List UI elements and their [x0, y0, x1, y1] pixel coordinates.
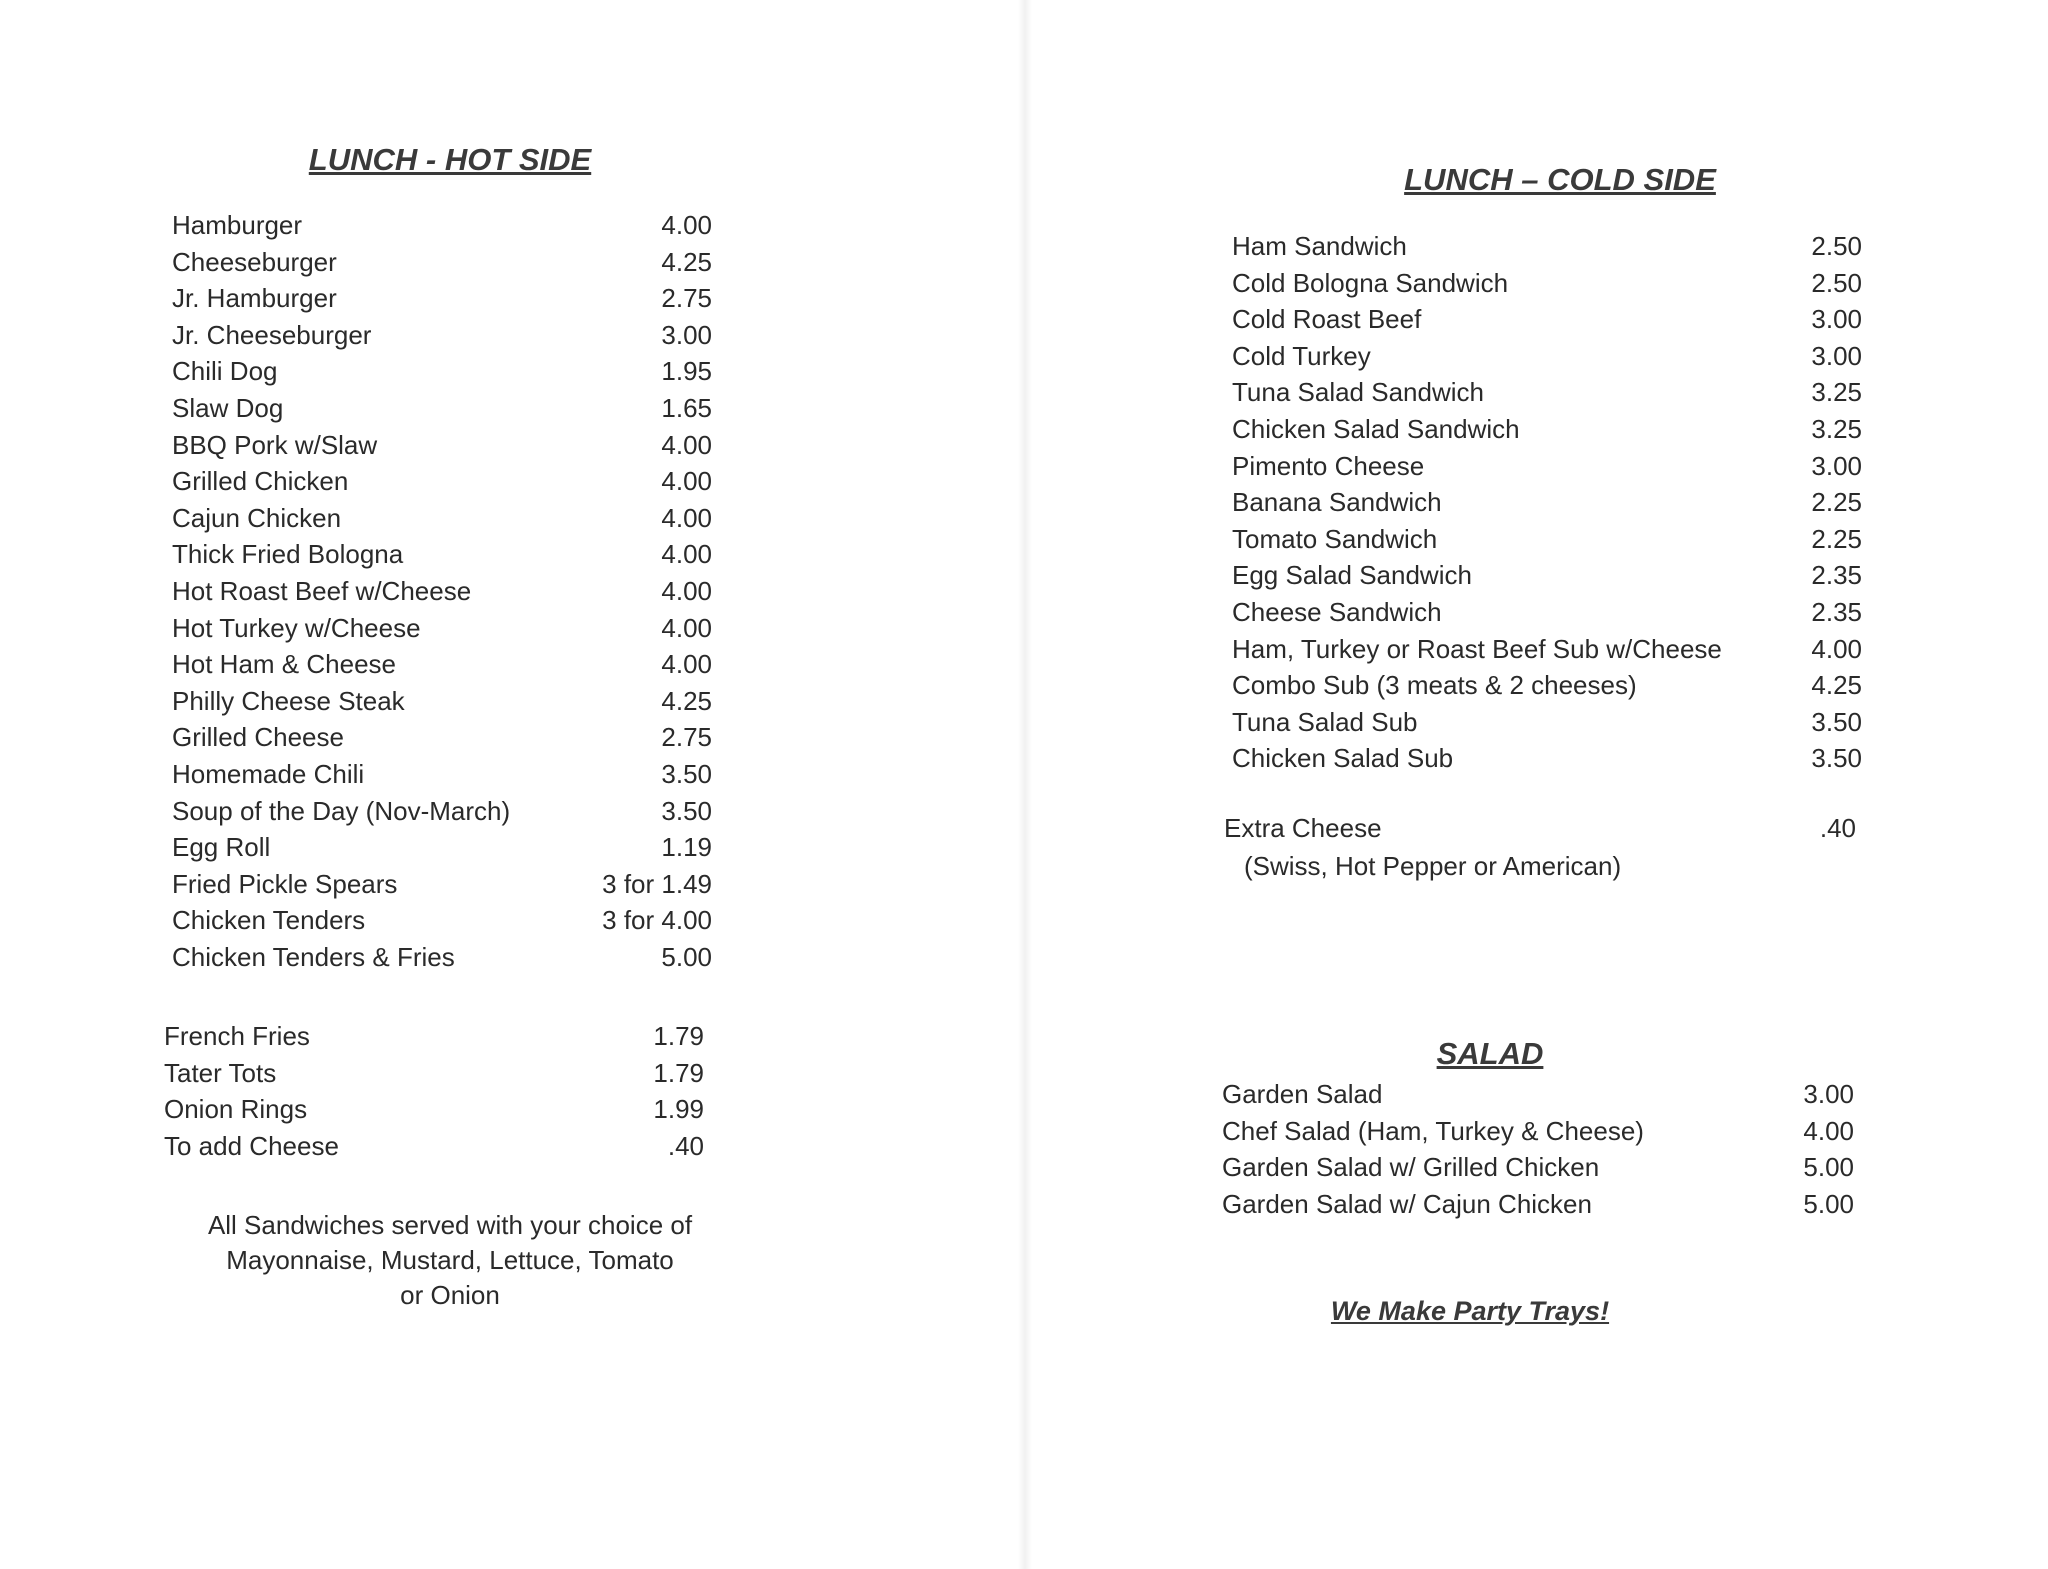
cold-side-menu-list — [1232, 228, 1862, 777]
menu-item: Banana Sandwich 2.25 — [1232, 487, 1862, 518]
menu-item: Chicken Salad Sandwich 3.25 — [1232, 413, 1862, 444]
menu-item: Garden Salad w/ Cajun Chicken 5.00 — [1222, 1188, 1854, 1219]
menu-item: Tomato Sandwich 2.25 — [1232, 523, 1862, 554]
menu-item: Cold Roast Beef 3.00 — [1232, 304, 1862, 335]
menu-item: Tuna Salad Sub 3.50 — [1232, 706, 1862, 737]
menu-item: Onion Rings 1.99 — [164, 1094, 704, 1125]
menu-item: Chili Dog 1.95 — [172, 356, 712, 387]
menu-item: Egg Roll 1.19 — [172, 832, 712, 863]
menu-item: Cold Turkey 3.00 — [1232, 340, 1862, 371]
menu-item: Philly Cheese Steak 4.25 — [172, 685, 712, 716]
menu-item: Pimento Cheese 3.00 — [1232, 450, 1862, 481]
menu-item: Hot Roast Beef w/Cheese 4.00 — [172, 575, 712, 606]
sandwich-condiments-note: All Sandwiches served with your choice of Mayonnaise, Mustard, Lettuce, Tomato or Onion — [207, 1210, 693, 1310]
salad-heading: SALAD — [1436, 1036, 1544, 1071]
extra-cheese-block — [1224, 810, 1856, 885]
cold-side-heading: LUNCH – COLD SIDE — [1404, 162, 1716, 197]
page-fold — [1018, 0, 1032, 1569]
menu-item: Jr. Cheeseburger 3.00 — [172, 319, 712, 350]
hot-side-menu-list — [172, 207, 712, 975]
salad-menu-list — [1222, 1076, 1854, 1222]
menu-item: Hot Ham & Cheese 4.00 — [172, 649, 712, 680]
menu-item: BBQ Pork w/Slaw 4.00 — [172, 429, 712, 460]
menu-item: Chef Salad (Ham, Turkey & Cheese) 4.00 — [1222, 1115, 1854, 1146]
menu-item: Tater Tots 1.79 — [164, 1057, 704, 1088]
menu-item: Grilled Chicken 4.00 — [172, 466, 712, 497]
menu-item: Tuna Salad Sandwich 3.25 — [1232, 377, 1862, 408]
menu-item: Cheese Sandwich 2.35 — [1232, 596, 1862, 627]
menu-item: Jr. Hamburger 2.75 — [172, 283, 712, 314]
menu-item: French Fries 1.79 — [164, 1021, 704, 1051]
menu-item: Egg Salad Sandwich 2.35 — [1232, 560, 1862, 591]
menu-item: Chicken Salad Sub 3.50 — [1232, 743, 1862, 774]
hot-side-heading: LUNCH - HOT SIDE — [308, 142, 592, 177]
menu-item: Ham, Turkey or Roast Beef Sub w/Cheese 4.00 — [1232, 633, 1862, 664]
hot-side-sides-list — [164, 1018, 704, 1164]
menu-item: Ham Sandwich 2.50 — [1232, 231, 1862, 261]
menu-item: Hot Turkey w/Cheese 4.00 — [172, 612, 712, 643]
menu-item: Extra Cheese .40 — [1224, 813, 1856, 843]
menu-item: Chicken Tenders 3 for 4.00 — [172, 905, 712, 936]
menu-item: Homemade Chili 3.50 — [172, 758, 712, 789]
menu-item: Cheeseburger 4.25 — [172, 246, 712, 277]
menu-item: Cold Bologna Sandwich 2.50 — [1232, 267, 1862, 298]
menu-item: Thick Fried Bologna 4.00 — [172, 539, 712, 570]
menu-item: Grilled Cheese 2.75 — [172, 722, 712, 753]
menu-item: To add Cheese .40 — [164, 1130, 704, 1161]
menu-item: Garden Salad w/ Grilled Chicken 5.00 — [1222, 1152, 1854, 1183]
menu-item: Slaw Dog 1.65 — [172, 392, 712, 423]
menu-item: Cajun Chicken 4.00 — [172, 502, 712, 533]
menu-item: Soup of the Day (Nov-March) 3.50 — [172, 795, 712, 826]
extra-cheese-options: (Swiss, Hot Pepper or American) — [1244, 850, 1622, 881]
menu-item: Combo Sub (3 meats & 2 cheeses) 4.25 — [1232, 670, 1862, 701]
menu-item: Hamburger 4.00 — [172, 210, 712, 240]
menu-item: Chicken Tenders & Fries 5.00 — [172, 941, 712, 972]
party-trays-callout: We Make Party Trays! — [1330, 1296, 1610, 1326]
menu-item: Garden Salad 3.00 — [1222, 1079, 1854, 1109]
menu-item: Fried Pickle Spears 3 for 1.49 — [172, 868, 712, 899]
